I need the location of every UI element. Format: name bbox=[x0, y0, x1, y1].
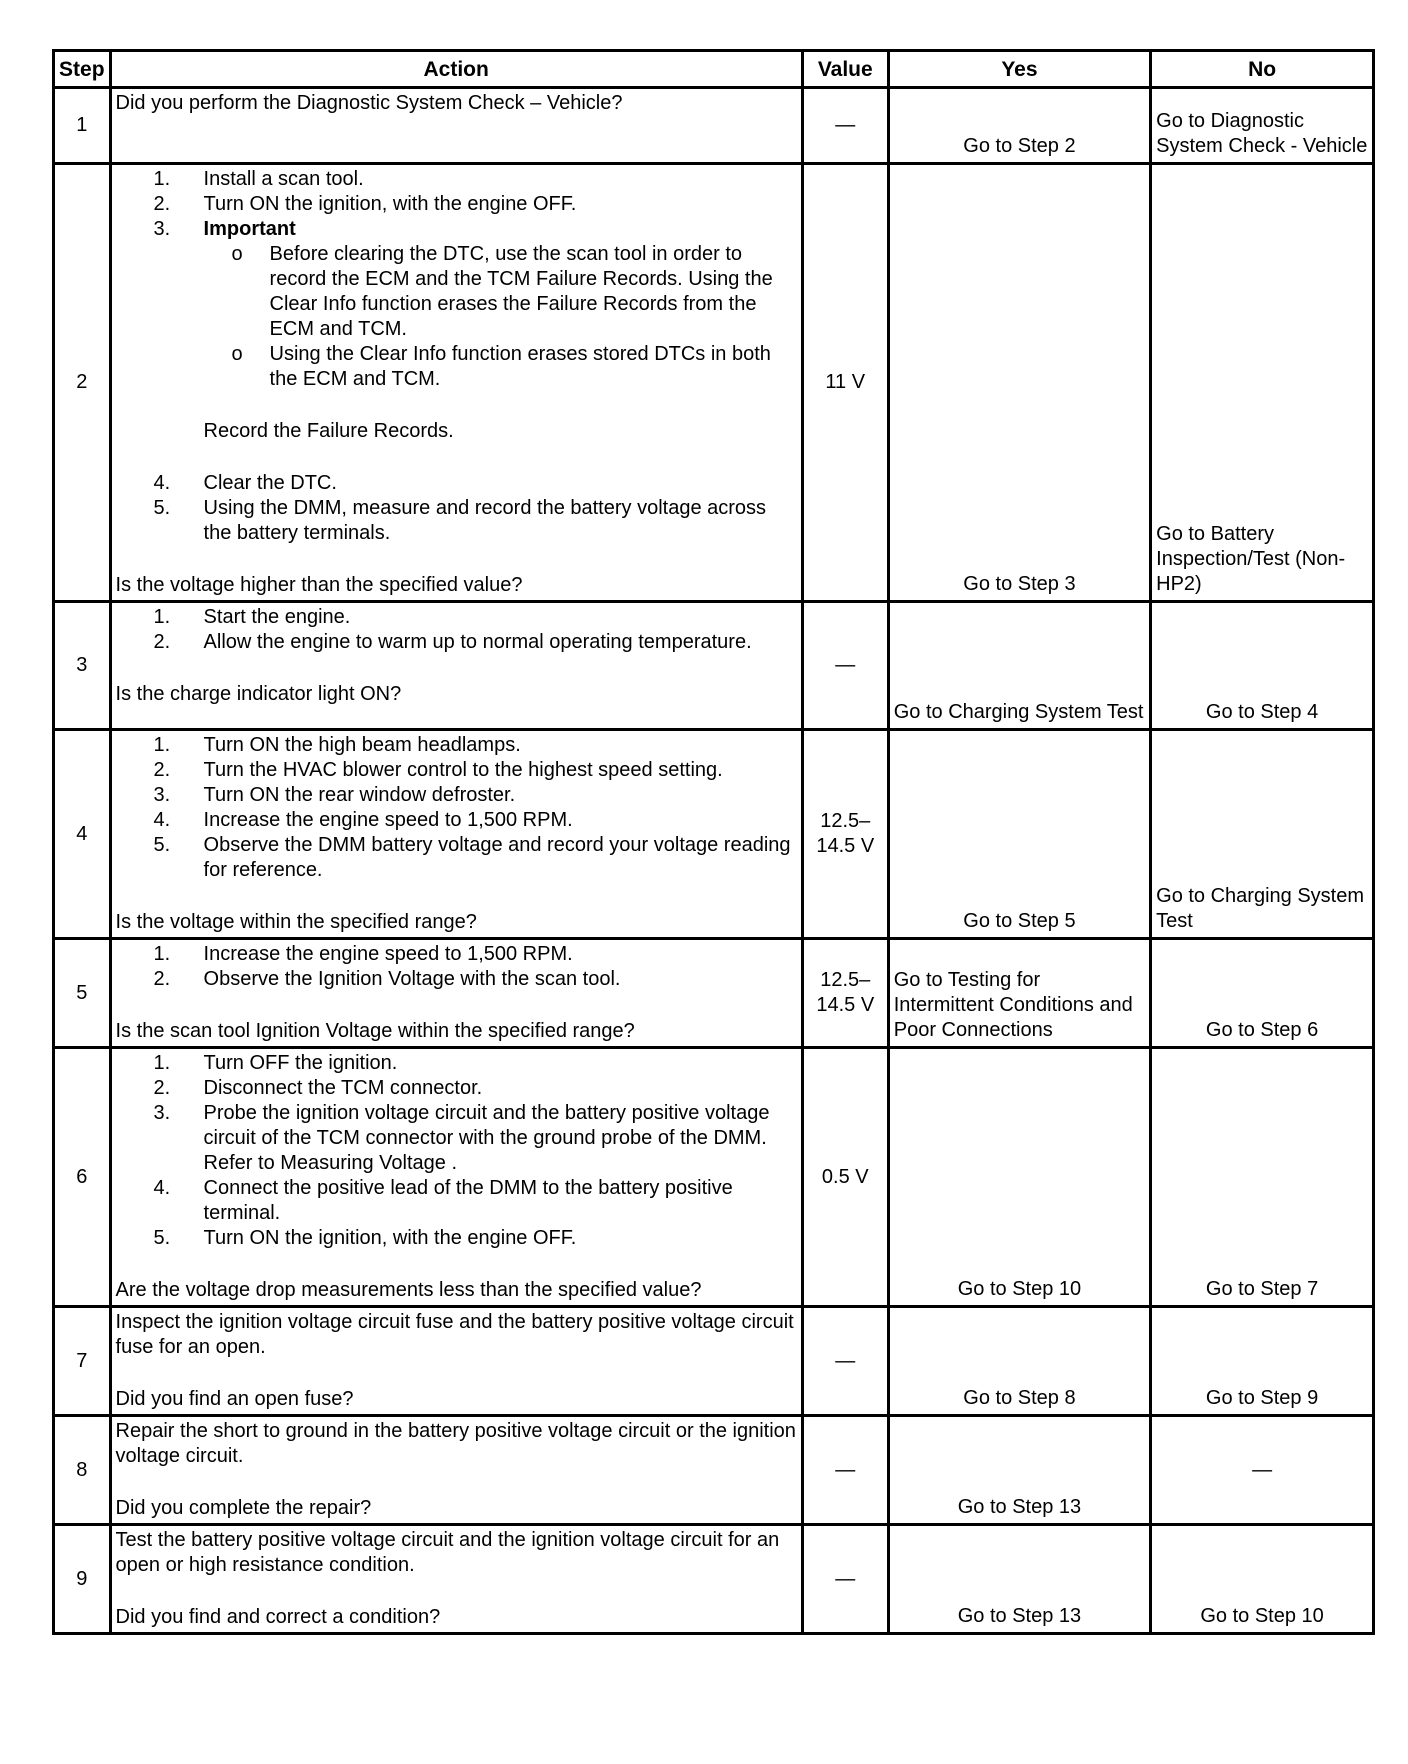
list-item: 1. Turn ON the high beam headlamps. bbox=[153, 734, 521, 756]
list-item-text: Increase the engine speed to 1,500 RPM. bbox=[203, 943, 573, 965]
yes-text: Go to Step 3 bbox=[963, 573, 1076, 595]
value-cell: — bbox=[802, 88, 888, 164]
question-text: Is the scan tool Ignition Voltage within the specified range? bbox=[115, 1020, 635, 1042]
step-list bbox=[116, 605, 797, 655]
action-cell bbox=[110, 1307, 802, 1416]
list-item-text: Observe the DMM battery voltage and record your voltage reading for reference. bbox=[203, 834, 791, 881]
step-number: 2 bbox=[54, 164, 111, 602]
list-item: 1. Install a scan tool. bbox=[153, 168, 364, 190]
list-item: 3. Turn ON the rear window defroster. bbox=[153, 784, 516, 806]
no-text: Go to Charging System Test bbox=[1156, 885, 1365, 932]
question-text: Is the voltage higher than the specified value? bbox=[115, 574, 523, 596]
list-item-text: Start the engine. bbox=[203, 606, 351, 628]
list-item: 2. Turn the HVAC blower control to the highest speed setting. bbox=[153, 759, 723, 781]
list-item-text: Increase the engine speed to 1,500 RPM. bbox=[203, 809, 573, 831]
question-text: Did you find an open fuse? bbox=[115, 1388, 354, 1410]
step-number: 7 bbox=[54, 1307, 111, 1416]
list-item: 5. Turn ON the ignition, with the engine OFF. bbox=[153, 1227, 577, 1249]
yes-text: Go to Step 13 bbox=[957, 1605, 1082, 1627]
question-text: Did you find and correct a condition? bbox=[115, 1606, 441, 1628]
diagnostic-table bbox=[52, 49, 1375, 1635]
list-item: 1. Turn OFF the ignition. bbox=[153, 1052, 398, 1074]
value-cell: 0.5 V bbox=[802, 1048, 888, 1307]
step-number: 4 bbox=[54, 730, 111, 939]
list-item: 3. Probe the ignition voltage circuit and the battery positive voltage circuit of the TCM connector with the ground probe of the DMM. Refer to Measuring Voltage . bbox=[153, 1102, 770, 1174]
question-text: Are the voltage drop measurements less than the specified value? bbox=[115, 1279, 702, 1301]
list-item-text: Turn ON the high beam headlamps. bbox=[203, 734, 521, 756]
no-text: Go to Step 10 bbox=[1200, 1605, 1324, 1627]
yes-text: Go to Step 2 bbox=[963, 135, 1076, 157]
action-text: Repair the short to ground in the battery positive voltage circuit or the ignition voltage circuit. bbox=[115, 1420, 796, 1467]
list-item: 2. Allow the engine to warm up to normal operating temperature. bbox=[153, 631, 752, 653]
no-text: Go to Diagnostic System Check - Vehicle bbox=[1156, 110, 1368, 157]
list-item-text: Allow the engine to warm up to normal operating temperature. bbox=[203, 631, 752, 653]
table-row bbox=[54, 1307, 1374, 1416]
action-cell bbox=[110, 602, 802, 730]
list-item-text: Probe the ignition voltage circuit and the battery positive voltage circuit of the TCM connector with the ground probe of the DMM. Refer to Measuring Voltage . bbox=[203, 1102, 770, 1174]
action-cell bbox=[110, 88, 802, 164]
bullet-text: Using the Clear Info function erases stored DTCs in both the ECM and TCM. bbox=[269, 343, 771, 390]
action-cell bbox=[110, 730, 802, 939]
list-item: 5. Using the DMM, measure and record the battery voltage across the battery terminals. bbox=[153, 497, 767, 544]
table-row bbox=[54, 602, 1374, 730]
yes-cell bbox=[888, 939, 1150, 1048]
list-item: 2. Observe the Ignition Voltage with the scan tool. bbox=[153, 968, 621, 990]
no-text: Go to Step 4 bbox=[1205, 701, 1319, 723]
no-text: Go to Step 6 bbox=[1205, 1019, 1319, 1041]
no-text: Go to Battery Inspection/Test (Non-HP2) bbox=[1156, 523, 1346, 595]
list-item-text: Connect the positive lead of the DMM to the battery positive terminal. bbox=[203, 1177, 733, 1224]
header-value: Value bbox=[802, 51, 888, 88]
table-row bbox=[54, 939, 1374, 1048]
table-row bbox=[54, 88, 1374, 164]
question-text: Did you complete the repair? bbox=[115, 1497, 372, 1519]
step-number: 8 bbox=[54, 1416, 111, 1525]
value-cell: — bbox=[802, 602, 888, 730]
question-text: Is the charge indicator light ON? bbox=[115, 683, 402, 705]
yes-text: Go to Step 13 bbox=[957, 1496, 1082, 1518]
bullet-marker: o bbox=[231, 243, 243, 265]
list-item-text: Observe the Ignition Voltage with the scan tool. bbox=[203, 968, 621, 990]
value-cell: — bbox=[802, 1416, 888, 1525]
yes-text: Go to Step 8 bbox=[963, 1387, 1076, 1409]
step-list bbox=[116, 167, 797, 242]
header-row bbox=[54, 51, 1374, 88]
no-cell bbox=[1151, 939, 1374, 1048]
bullet-text: Before clearing the DTC, use the scan tool in order to record the ECM and the TCM Failure Records. Using the Clear Info function erases the Failure Records from the ECM and TCM. bbox=[269, 243, 773, 340]
table-row bbox=[54, 1048, 1374, 1307]
no-cell: — bbox=[1151, 1416, 1374, 1525]
value-cell: — bbox=[802, 1525, 888, 1634]
step-list bbox=[116, 1051, 797, 1251]
value-cell: 11 V bbox=[802, 164, 888, 602]
list-item: 4. Increase the engine speed to 1,500 RPM. bbox=[153, 809, 573, 831]
table-row bbox=[54, 1416, 1374, 1525]
table-row bbox=[54, 1525, 1374, 1634]
yes-cell bbox=[888, 1048, 1150, 1307]
value-cell: — bbox=[802, 1307, 888, 1416]
list-item: 5. Observe the DMM battery voltage and record your voltage reading for reference. bbox=[153, 834, 791, 881]
list-item: 1. Start the engine. bbox=[153, 606, 351, 628]
list-item-text: Turn the HVAC blower control to the highest speed setting. bbox=[203, 759, 723, 781]
header-step: Step bbox=[54, 51, 111, 88]
list-item-text: Using the DMM, measure and record the battery voltage across the battery terminals. bbox=[203, 497, 767, 544]
no-cell bbox=[1151, 1307, 1374, 1416]
no-text: Go to Step 9 bbox=[1205, 1387, 1319, 1409]
step-list bbox=[116, 942, 797, 992]
list-item-text: Turn ON the ignition, with the engine OFF. bbox=[203, 1227, 577, 1249]
action-cell bbox=[110, 164, 802, 602]
list-item-text: Turn ON the rear window defroster. bbox=[203, 784, 516, 806]
list-item: 2. Turn ON the ignition, with the engine OFF. bbox=[153, 193, 577, 215]
bullet-marker: o bbox=[231, 343, 243, 365]
action-text: Did you perform the Diagnostic System Check – Vehicle? bbox=[115, 92, 623, 114]
important-label: Important bbox=[203, 218, 296, 240]
yes-cell bbox=[888, 1525, 1150, 1634]
step-number: 3 bbox=[54, 602, 111, 730]
yes-text: Go to Testing for Intermittent Conditions and Poor Connections bbox=[893, 969, 1133, 1041]
list-item: 3. Important bbox=[153, 218, 296, 240]
list-item: 2. Disconnect the TCM connector. bbox=[153, 1077, 483, 1099]
step-number: 9 bbox=[54, 1525, 111, 1634]
yes-cell bbox=[888, 1416, 1150, 1525]
value-cell: 12.5– 14.5 V bbox=[802, 730, 888, 939]
note-text: Record the Failure Records. bbox=[203, 420, 454, 442]
yes-cell bbox=[888, 602, 1150, 730]
important-bullet bbox=[231, 342, 797, 392]
yes-text: Go to Charging System Test bbox=[893, 701, 1144, 723]
yes-cell bbox=[888, 164, 1150, 602]
no-cell bbox=[1151, 1048, 1374, 1307]
yes-cell bbox=[888, 1307, 1150, 1416]
header-yes: Yes bbox=[888, 51, 1150, 88]
step-list bbox=[116, 471, 797, 546]
header-no: No bbox=[1151, 51, 1374, 88]
list-item: 4. Clear the DTC. bbox=[153, 472, 337, 494]
list-item-text: Clear the DTC. bbox=[203, 472, 337, 494]
table-row bbox=[54, 730, 1374, 939]
action-cell bbox=[110, 939, 802, 1048]
table-row bbox=[54, 164, 1374, 602]
value-cell: 12.5– 14.5 V bbox=[802, 939, 888, 1048]
action-cell bbox=[110, 1416, 802, 1525]
action-cell bbox=[110, 1525, 802, 1634]
action-text: Inspect the ignition voltage circuit fuse and the battery positive voltage circuit fuse for an open. bbox=[115, 1311, 794, 1358]
action-text: Test the battery positive voltage circuit and the ignition voltage circuit for an open or high resistance condition. bbox=[115, 1529, 780, 1576]
list-item-text: Install a scan tool. bbox=[203, 168, 364, 190]
list-item: 4. Connect the positive lead of the DMM to the battery positive terminal. bbox=[153, 1177, 733, 1224]
no-cell bbox=[1151, 164, 1374, 602]
action-cell bbox=[110, 1048, 802, 1307]
step-number: 6 bbox=[54, 1048, 111, 1307]
step-number: 5 bbox=[54, 939, 111, 1048]
list-item-text: Disconnect the TCM connector. bbox=[203, 1077, 483, 1099]
important-bullet bbox=[231, 242, 797, 342]
list-item: 1. Increase the engine speed to 1,500 RPM. bbox=[153, 943, 573, 965]
no-cell bbox=[1151, 602, 1374, 730]
list-item-text: Turn ON the ignition, with the engine OFF. bbox=[203, 193, 577, 215]
question-text: Is the voltage within the specified range? bbox=[115, 911, 477, 933]
yes-cell bbox=[888, 88, 1150, 164]
no-text: Go to Step 7 bbox=[1205, 1278, 1319, 1300]
no-cell bbox=[1151, 88, 1374, 164]
step-list bbox=[116, 733, 797, 883]
list-item-text: Turn OFF the ignition. bbox=[203, 1052, 398, 1074]
no-cell bbox=[1151, 730, 1374, 939]
step-number: 1 bbox=[54, 88, 111, 164]
yes-text: Go to Step 10 bbox=[957, 1278, 1082, 1300]
yes-cell bbox=[888, 730, 1150, 939]
yes-text: Go to Step 5 bbox=[963, 910, 1076, 932]
header-action: Action bbox=[110, 51, 802, 88]
no-cell bbox=[1151, 1525, 1374, 1634]
